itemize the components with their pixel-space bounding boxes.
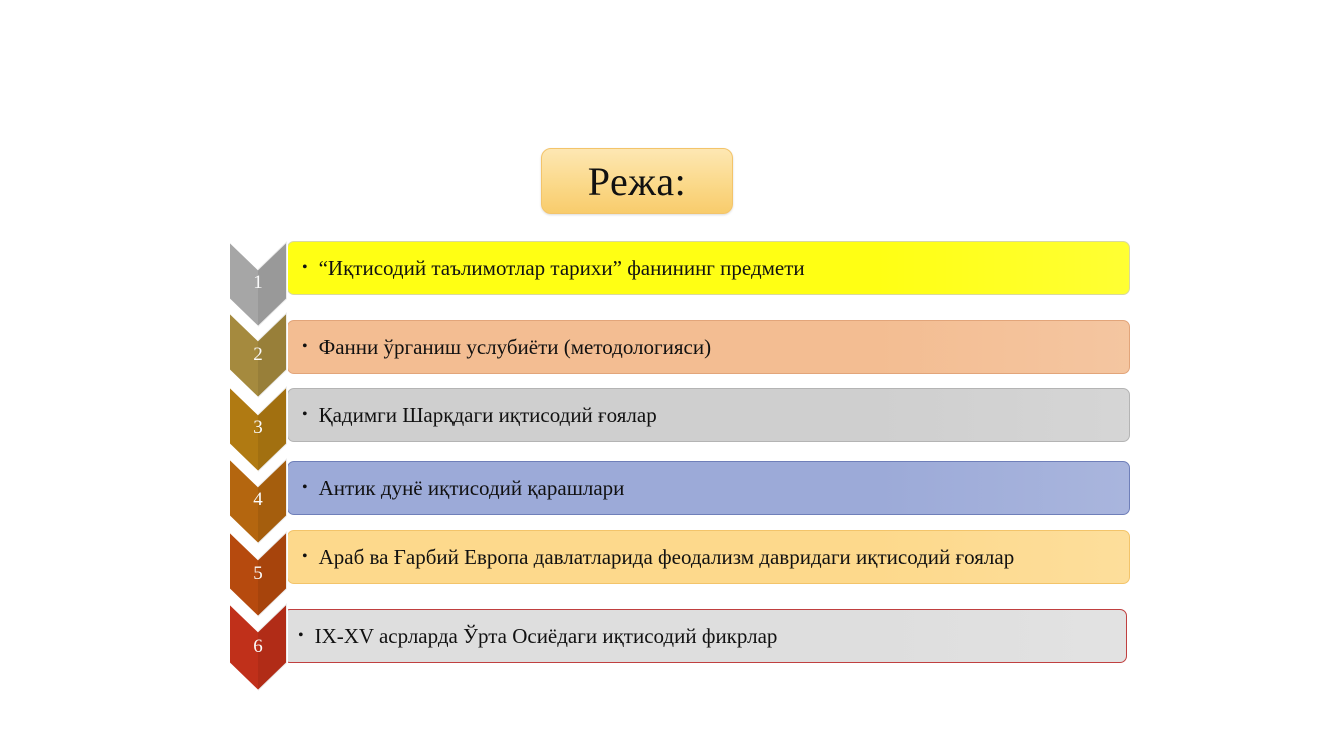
outline-item-text: Араб ва Ғарбий Европа давлатларида феодализм давридаги иқтисодий ғоялар bbox=[318, 544, 1015, 569]
outline-item-text: IX-XV асрларда Ўрта Осиёдаги иқтисодий фикрлар bbox=[314, 623, 778, 648]
bullet-icon: • bbox=[302, 548, 308, 565]
outline-item-text: Антик дунё иқтисодий қарашлари bbox=[318, 475, 625, 500]
outline-item-5 bbox=[287, 530, 1130, 584]
outline-item-2 bbox=[287, 320, 1130, 374]
bullet-icon: • bbox=[302, 479, 308, 496]
item-number: 6 bbox=[253, 636, 263, 657]
item-number: 5 bbox=[253, 563, 263, 584]
outline-item-text: “Иқтисодий таълимотлар тарихи” фанининг предмети bbox=[318, 255, 805, 280]
bullet-icon: • bbox=[302, 259, 308, 276]
bullet-icon: • bbox=[302, 338, 308, 355]
outline-item-6 bbox=[283, 609, 1127, 663]
page-title: Режа: bbox=[587, 158, 687, 204]
item-number: 2 bbox=[253, 344, 263, 365]
bullet-icon: • bbox=[302, 406, 308, 423]
outline-item-text: Қадимги Шарқдаги иқтисодий ғоялар bbox=[318, 402, 657, 427]
outline-item-1 bbox=[287, 241, 1130, 295]
title-box bbox=[541, 148, 733, 214]
item-number: 3 bbox=[253, 417, 263, 438]
bullet-icon: • bbox=[298, 627, 304, 644]
item-number: 1 bbox=[253, 272, 263, 293]
outline-item-4 bbox=[287, 461, 1130, 515]
outline-item-text: Фанни ўрганиш услубиёти (методологияси) bbox=[318, 334, 712, 359]
outline-item-3 bbox=[287, 388, 1130, 442]
item-number: 4 bbox=[253, 489, 263, 510]
